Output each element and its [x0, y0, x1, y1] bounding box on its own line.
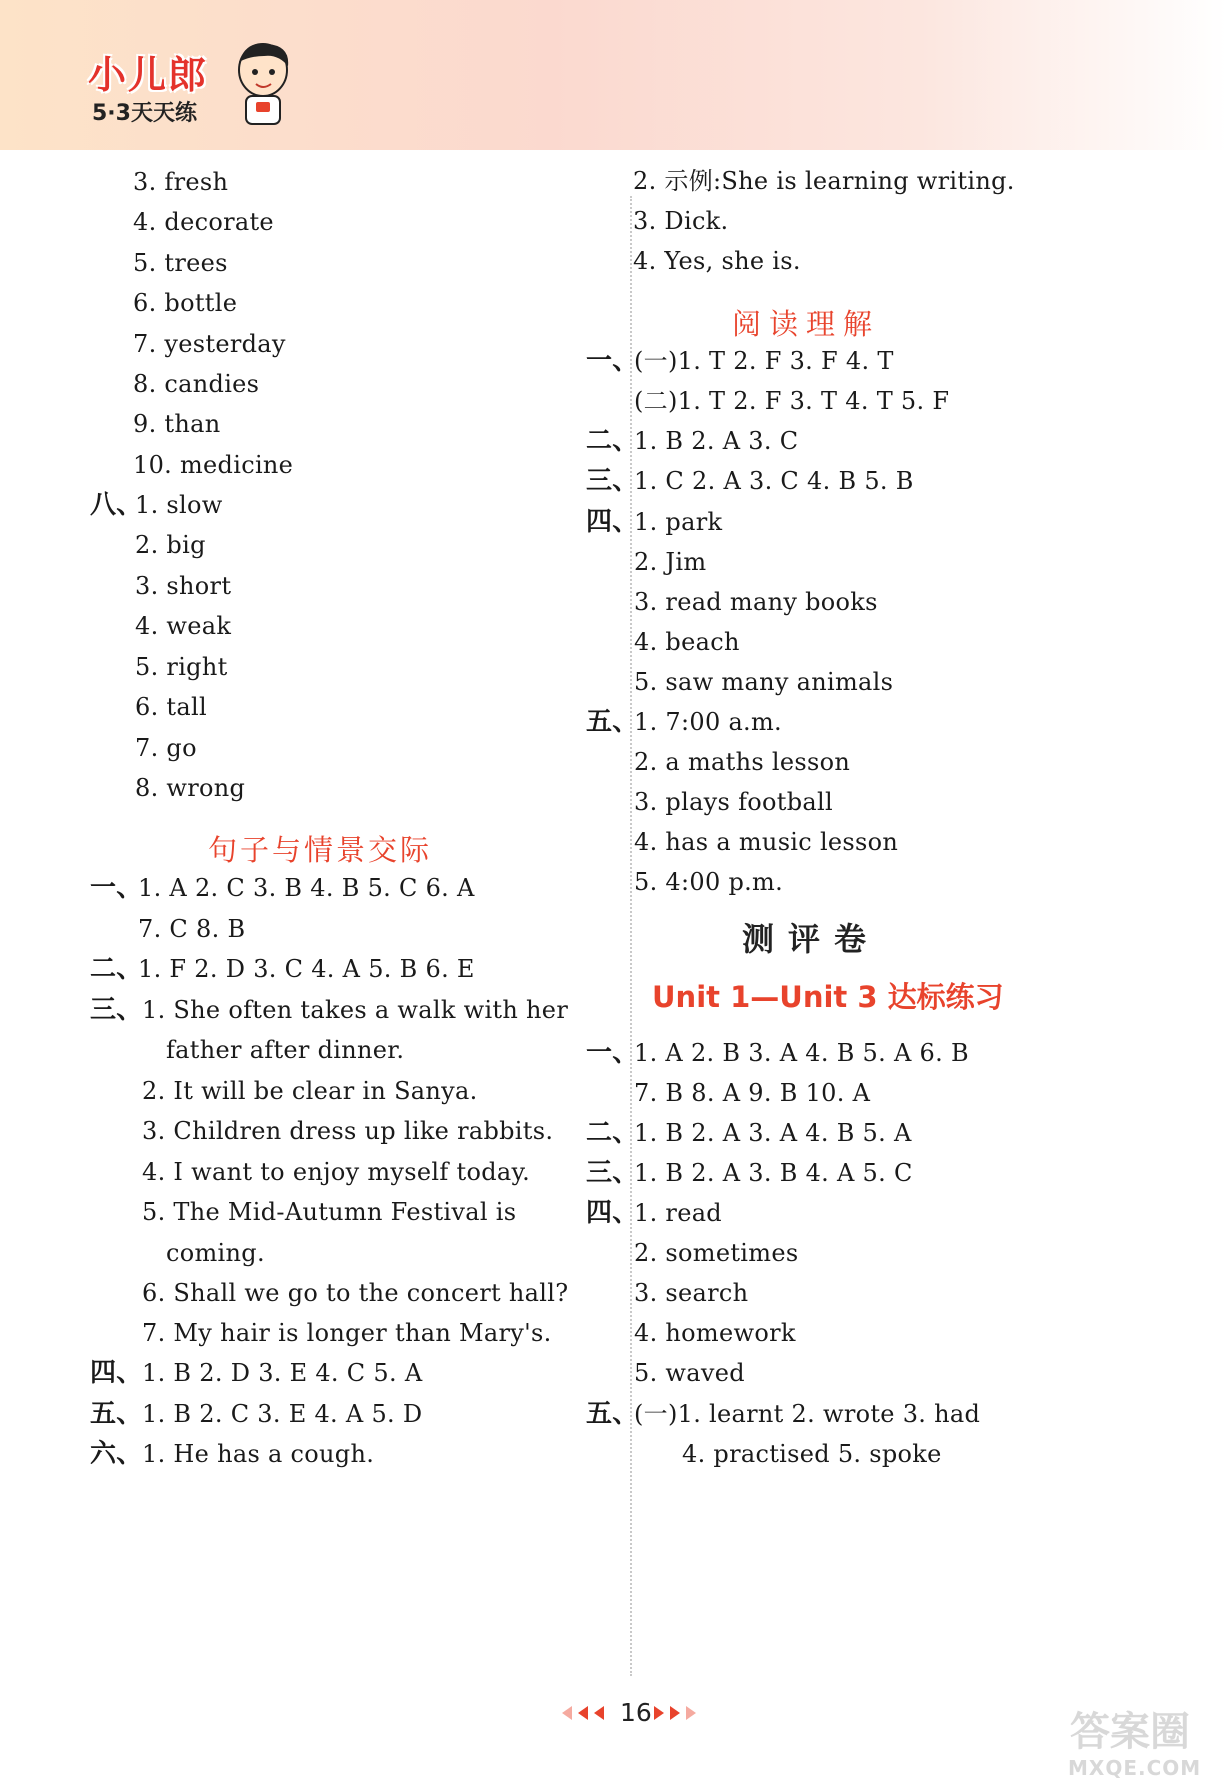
answer-line: 5. The Mid-Autumn Festival is — [142, 1198, 517, 1226]
answer-line: 4. Yes, she is. — [633, 247, 801, 275]
answer-line: 6. Shall we go to the concert hall? — [142, 1279, 569, 1307]
answer-line: 7. C 8. B — [138, 915, 246, 943]
answer-line: 5. 4:00 p.m. — [634, 868, 784, 896]
answer-line: 5. waved — [634, 1359, 745, 1387]
answer-line: 7. B 8. A 9. B 10. A — [634, 1079, 871, 1107]
answer-line: 8. wrong — [135, 774, 246, 802]
answer-line: 4. homework — [634, 1319, 796, 1347]
question-marker: 五、 — [586, 1399, 639, 1429]
page-footer — [540, 1696, 720, 1736]
column-divider — [630, 196, 632, 1676]
watermark-logo-text: 答案圈 — [1070, 1709, 1190, 1755]
question-marker: 一、 — [586, 346, 639, 376]
answer-line: 9. than — [133, 410, 221, 438]
mascot-icon — [228, 40, 298, 128]
answer-line: 1. B 2. A 3. C — [634, 427, 799, 455]
logo-sub-text: 5·3天天练 — [92, 101, 197, 126]
answer-line: 1. B 2. A 3. A 4. B 5. A — [634, 1119, 912, 1147]
answer-line: 4. practised 5. spoke — [682, 1440, 942, 1468]
answer-line: 2. big — [135, 531, 206, 559]
answer-line: 1. B 2. C 3. E 4. A 5. D — [142, 1400, 423, 1428]
question-marker: 二、 — [586, 426, 639, 456]
answer-line: 1. A 2. B 3. A 4. B 5. A 6. B — [634, 1039, 969, 1067]
question-marker: 五、 — [586, 707, 639, 737]
answer-line: (一)1. T 2. F 3. F 4. T — [634, 347, 894, 375]
answer-line: 1. F 2. D 3. C 4. A 5. B 6. E — [138, 955, 475, 983]
prev-arrow-icon — [594, 1706, 604, 1720]
watermark — [1060, 1700, 1220, 1786]
answer-line: 4. beach — [634, 628, 740, 656]
answer-line: 6. bottle — [133, 289, 238, 317]
answer-line: 1. She often takes a walk with her — [142, 996, 569, 1024]
answer-line: 1. A 2. C 3. B 4. B 5. C 6. A — [138, 874, 475, 902]
answer-line: (一)1. learnt 2. wrote 3. had — [634, 1400, 981, 1428]
answer-line: 2. It will be clear in Sanya. — [142, 1077, 478, 1105]
answer-line: 4. I want to enjoy myself today. — [142, 1158, 531, 1186]
question-marker: 六、 — [90, 1439, 143, 1469]
answer-line: (二)1. T 2. F 3. T 4. T 5. F — [634, 387, 950, 415]
next-arrow-icon — [654, 1706, 664, 1720]
question-marker: 四、 — [586, 1198, 639, 1228]
answer-line: 2. Jim — [634, 548, 707, 576]
answer-line: 5. saw many animals — [634, 668, 894, 696]
section-title-sentences: 句子与情景交际 — [208, 833, 433, 867]
answer-line: 1. B 2. D 3. E 4. C 5. A — [142, 1359, 423, 1387]
answer-line: 7. My hair is longer than Mary's. — [142, 1319, 552, 1347]
answer-line: 3. short — [135, 572, 232, 600]
question-marker: 八、 — [90, 490, 143, 520]
question-marker: 五、 — [90, 1399, 143, 1429]
answer-line: 7. yesterday — [133, 330, 286, 358]
answer-line: father after dinner. — [166, 1036, 405, 1064]
answer-line: 3. read many books — [634, 588, 878, 616]
answer-line: 4. has a music lesson — [634, 828, 899, 856]
answer-line: 1. slow — [135, 491, 223, 519]
next-arrow-icon — [670, 1706, 680, 1720]
question-marker: 四、 — [90, 1358, 143, 1388]
answer-line: 1. C 2. A 3. C 4. B 5. B — [634, 467, 914, 495]
answer-line: 1. B 2. A 3. B 4. A 5. C — [634, 1159, 913, 1187]
question-marker: 二、 — [586, 1118, 639, 1148]
test-paper-title: 测评卷 — [742, 920, 881, 958]
answer-line: 7. go — [135, 734, 197, 762]
question-marker: 二、 — [90, 954, 143, 984]
answer-line: 1. park — [634, 508, 723, 536]
answer-line: 3. fresh — [133, 168, 229, 196]
answer-line: 2. a maths lesson — [634, 748, 851, 776]
answer-line: 5. right — [135, 653, 228, 681]
prev-arrow-icon — [562, 1706, 572, 1720]
answer-line: 3. plays football — [634, 788, 833, 816]
page-number: 16 — [620, 1698, 652, 1727]
question-marker: 一、 — [586, 1038, 639, 1068]
answer-line: 3. Dick. — [633, 207, 729, 235]
answer-line: coming. — [166, 1239, 265, 1267]
answer-line: 2. 示例:She is learning writing. — [633, 167, 1015, 195]
question-marker: 一、 — [90, 873, 143, 903]
question-marker: 四、 — [586, 507, 639, 537]
question-marker: 三、 — [90, 995, 143, 1025]
answer-line: 6. tall — [135, 693, 207, 721]
next-arrow-icon — [686, 1706, 696, 1720]
logo-main-text: 小儿郎 — [88, 53, 209, 97]
question-marker: 三、 — [586, 466, 639, 496]
answer-line: 8. candies — [133, 370, 260, 398]
answer-line: 3. search — [634, 1279, 749, 1307]
answer-line: 1. read — [634, 1199, 722, 1227]
prev-arrow-icon — [578, 1706, 588, 1720]
answer-line: 2. sometimes — [634, 1239, 799, 1267]
section-title-reading: 阅读理解 — [732, 307, 881, 341]
watermark-url-text: MXQE.COM — [1068, 1756, 1202, 1780]
answer-line: 4. decorate — [133, 208, 274, 236]
answer-line: 4. weak — [135, 612, 232, 640]
answer-line: 5. trees — [133, 249, 228, 277]
question-marker: 三、 — [586, 1158, 639, 1188]
answer-line: 10. medicine — [133, 451, 294, 479]
unit-practice-title: Unit 1—Unit 3 达标练习 — [652, 980, 1004, 1014]
answer-line: 3. Children dress up like rabbits. — [142, 1117, 554, 1145]
answer-line: 1. He has a cough. — [142, 1440, 375, 1468]
brand-logo — [88, 40, 298, 130]
answer-line: 1. 7:00 a.m. — [634, 708, 782, 736]
